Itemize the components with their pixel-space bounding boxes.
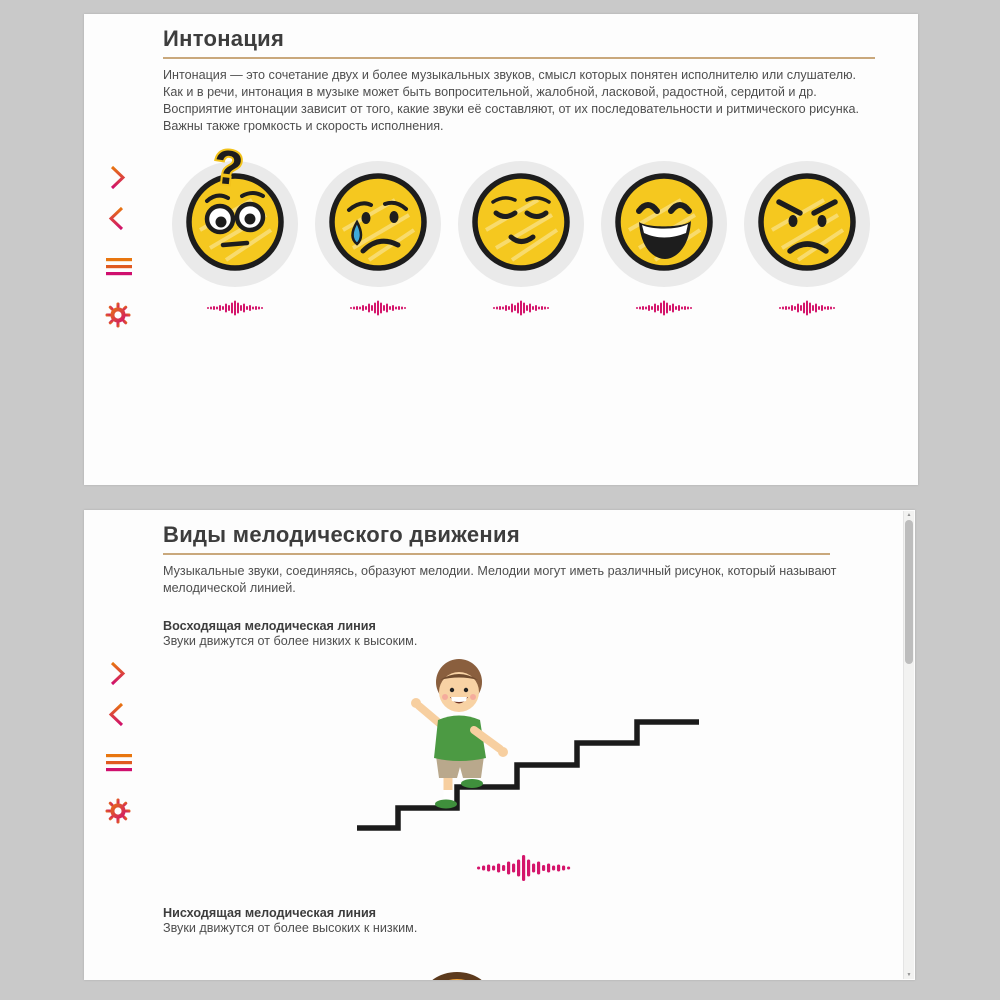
settings-gear-icon <box>105 302 131 328</box>
section-text: Звуки движутся от более низких к высоким. <box>163 634 418 648</box>
staircase-line <box>357 722 699 828</box>
scrollbar-thumb[interactable] <box>905 520 913 664</box>
angry-face-emoji[interactable] <box>742 158 872 290</box>
emotion-laughing <box>599 158 729 316</box>
menu-icon <box>106 258 132 276</box>
page-title: Виды мелодического движения <box>163 522 520 547</box>
menu-button[interactable] <box>106 754 132 772</box>
section-heading: Нисходящая мелодическая линия <box>163 906 377 920</box>
previous-slide-button[interactable] <box>105 701 129 728</box>
emotion-row <box>170 140 872 316</box>
slide2-content <box>163 522 877 650</box>
next-slide-button[interactable] <box>105 660 129 687</box>
previous-slide-button[interactable] <box>105 205 129 232</box>
slide-intonation <box>84 14 918 485</box>
paragraph: Восприятие интонации зависит от того, какие звуки её составляют, от их последовательности и ритмического рисунка. Важны также громкость и скорость исполнения. <box>163 102 860 133</box>
section-text: Звуки движутся от более высоких к низким. <box>163 921 418 935</box>
scrollbar[interactable] <box>903 511 914 979</box>
crying-face-emoji[interactable] <box>313 158 443 290</box>
audio-waveform-button[interactable] <box>350 300 406 316</box>
slide2-nav <box>105 660 135 824</box>
audio-waveform-button[interactable] <box>779 300 835 316</box>
title-underline <box>163 553 830 555</box>
emotion-angry <box>742 158 872 316</box>
slide-melodic-movement <box>84 510 915 980</box>
scroll-down-icon[interactable]: ▼ <box>906 972 912 978</box>
emotion-sad <box>313 158 443 316</box>
slide1-nav <box>105 164 135 328</box>
audio-waveform-button[interactable] <box>493 300 549 316</box>
audio-waveform-button[interactable] <box>636 300 692 316</box>
settings-button[interactable] <box>105 798 131 824</box>
boy-climbing-stairs-illustration <box>355 640 705 840</box>
emotion-questioning <box>170 140 300 316</box>
chevron-right-icon <box>105 164 129 191</box>
questioning-face-emoji[interactable] <box>170 158 300 290</box>
slide1-content <box>163 26 877 135</box>
chevron-left-icon <box>105 205 129 232</box>
audio-waveform-button[interactable] <box>477 854 570 882</box>
audio-waveform-button[interactable] <box>207 300 263 316</box>
next-slide-button[interactable] <box>105 164 129 191</box>
settings-gear-icon <box>105 798 131 824</box>
chevron-left-icon <box>105 701 129 728</box>
section-heading: Восходящая мелодическая линия <box>163 619 376 633</box>
menu-icon <box>106 754 132 772</box>
chevron-right-icon <box>105 660 129 687</box>
intro-paragraph: Музыкальные звуки, соединяясь, образуют мелодии. Мелодии могут иметь различный рисунок, который называют мелодической линией. <box>163 564 837 595</box>
partial-character-head <box>421 966 493 980</box>
svg-text:?: ? <box>210 140 246 197</box>
settings-button[interactable] <box>105 302 131 328</box>
paragraph: Интонация — это сочетание двух и более музыкальных звуков, смысл которых понятен исполнителю или слушателю. Как и в речи, интонация в музыке может быть вопросительной, жалобной, ласковой, радостной, сердитой и др. <box>163 68 857 99</box>
descending-section <box>163 906 763 937</box>
menu-button[interactable] <box>106 258 132 276</box>
calm-face-emoji[interactable] <box>456 158 586 290</box>
emotion-calm <box>456 158 586 316</box>
laughing-face-emoji[interactable] <box>599 158 729 290</box>
title-underline <box>163 57 875 59</box>
page-title: Интонация <box>163 26 285 51</box>
scroll-up-icon[interactable]: ▲ <box>906 512 912 518</box>
